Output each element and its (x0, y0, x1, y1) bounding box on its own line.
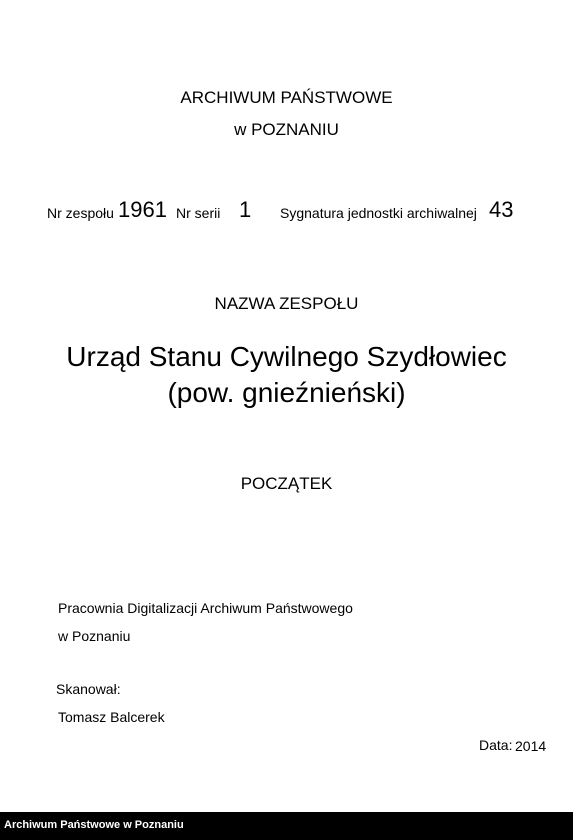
fond-title (0, 339, 573, 411)
lab-name-line-1: Pracownia Digitalizacji Archiwum Państwowego (58, 600, 353, 616)
signature-label: Sygnatura jednostki archiwalnej (280, 205, 477, 221)
scanned-by-name: Tomasz Balcerek (58, 709, 165, 725)
fond-number-value: 1961 (118, 197, 167, 222)
series-number-value: 1 (239, 197, 252, 222)
section-heading: POCZĄTEK (240, 474, 333, 493)
signature-value: 43 (489, 197, 514, 222)
fond-title-line-2: (pow. gnieźnieński) (167, 377, 406, 408)
date-value: 2014 (515, 738, 547, 754)
footer-text: Archiwum Państwowe w Poznaniu (4, 819, 184, 831)
date-label: Data: (479, 737, 513, 753)
archive-city: w POZNANIU (234, 120, 339, 139)
lab-name-line-2: w Poznaniu (58, 628, 131, 644)
footer-bar (0, 812, 573, 840)
fond-number-label: Nr zespołu (47, 205, 114, 221)
scanned-by-label: Skanował: (56, 681, 121, 697)
series-number-label: Nr serii (176, 205, 221, 221)
fond-title-line-1: Urząd Stanu Cywilnego Szydłowiec (66, 341, 507, 372)
archive-name: ARCHIWUM PAŃSTWOWE (180, 88, 393, 107)
fond-name-heading: NAZWA ZESPOŁU (214, 294, 359, 313)
